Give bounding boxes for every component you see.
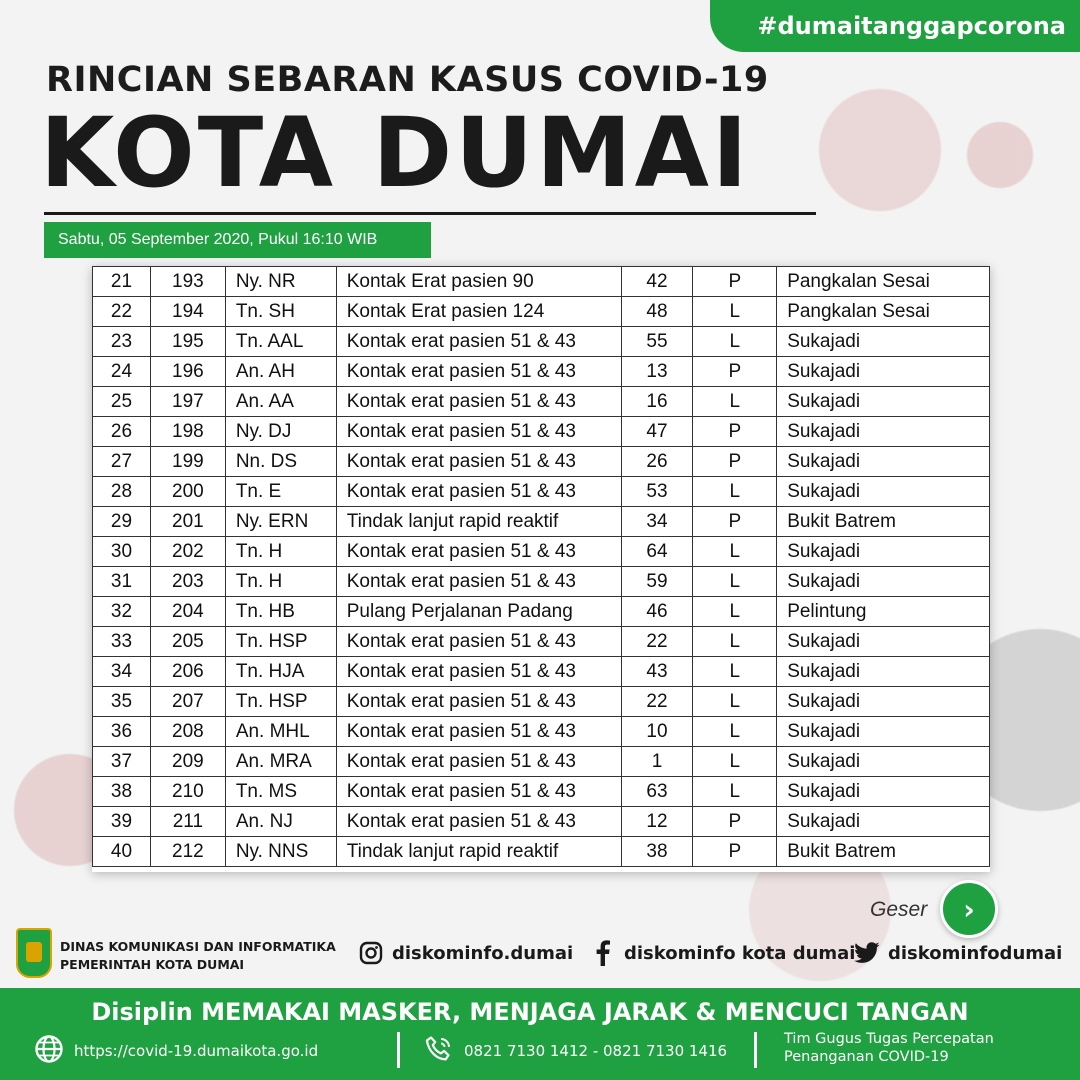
- cell-age: 1: [621, 747, 693, 777]
- cell-patient-id: 208: [150, 717, 225, 747]
- cell-transmission: Kontak erat pasien 51 & 43: [336, 627, 621, 657]
- table-row: [93, 507, 990, 537]
- taskforce-label: [784, 1030, 994, 1066]
- cell-transmission: Kontak erat pasien 51 & 43: [336, 687, 621, 717]
- cell-location: Pangkalan Sesai: [777, 267, 990, 297]
- cell-age: 42: [621, 267, 693, 297]
- table-row: [93, 447, 990, 477]
- cell-location: Sukajadi: [777, 567, 990, 597]
- cell-patient-name: Ny. ERN: [225, 507, 336, 537]
- cell-no: 34: [93, 657, 151, 687]
- cell-no: 21: [93, 267, 151, 297]
- cell-age: 38: [621, 837, 693, 867]
- cell-transmission: Kontak erat pasien 51 & 43: [336, 807, 621, 837]
- cell-age: 48: [621, 297, 693, 327]
- cell-no: 26: [93, 417, 151, 447]
- table-row: [93, 537, 990, 567]
- cell-patient-id: 211: [150, 807, 225, 837]
- cell-transmission: Kontak erat pasien 51 & 43: [336, 537, 621, 567]
- next-button[interactable]: [940, 880, 998, 938]
- cell-patient-id: 210: [150, 777, 225, 807]
- cell-location: Sukajadi: [777, 687, 990, 717]
- cell-gender: L: [693, 297, 777, 327]
- cell-patient-name: Tn. SH: [225, 297, 336, 327]
- cell-patient-id: 204: [150, 597, 225, 627]
- cell-patient-id: 199: [150, 447, 225, 477]
- cell-location: Sukajadi: [777, 717, 990, 747]
- cell-gender: L: [693, 567, 777, 597]
- cell-age: 13: [621, 357, 693, 387]
- cell-gender: P: [693, 837, 777, 867]
- cell-patient-name: Tn. MS: [225, 777, 336, 807]
- cell-gender: P: [693, 417, 777, 447]
- twitter-icon: [854, 940, 880, 966]
- cell-patient-id: 203: [150, 567, 225, 597]
- cell-patient-id: 209: [150, 747, 225, 777]
- kota-dumai-logo: [16, 928, 52, 978]
- cell-no: 32: [93, 597, 151, 627]
- cell-age: 22: [621, 627, 693, 657]
- table-row: [93, 297, 990, 327]
- cell-patient-id: 200: [150, 477, 225, 507]
- cell-gender: L: [693, 327, 777, 357]
- cell-patient-id: 195: [150, 327, 225, 357]
- cell-transmission: Kontak erat pasien 51 & 43: [336, 567, 621, 597]
- table-row: [93, 567, 990, 597]
- table-row: [93, 387, 990, 417]
- cell-transmission: Kontak erat pasien 51 & 43: [336, 357, 621, 387]
- cell-age: 47: [621, 417, 693, 447]
- cell-location: Sukajadi: [777, 387, 990, 417]
- cell-location: Bukit Batrem: [777, 507, 990, 537]
- cell-transmission: Kontak erat pasien 51 & 43: [336, 717, 621, 747]
- cell-location: Bukit Batrem: [777, 837, 990, 867]
- table-row: [93, 657, 990, 687]
- cell-no: 23: [93, 327, 151, 357]
- cell-gender: L: [693, 477, 777, 507]
- twitter-link[interactable]: [854, 940, 1062, 966]
- cell-age: 22: [621, 687, 693, 717]
- cell-location: Sukajadi: [777, 777, 990, 807]
- cell-location: Pelintung: [777, 597, 990, 627]
- cell-no: 29: [93, 507, 151, 537]
- table-row: [93, 717, 990, 747]
- cell-patient-name: Tn. E: [225, 477, 336, 507]
- cell-gender: L: [693, 777, 777, 807]
- title-divider: [44, 212, 816, 215]
- cell-patient-id: 194: [150, 297, 225, 327]
- cell-transmission: Tindak lanjut rapid reaktif: [336, 507, 621, 537]
- cell-no: 30: [93, 537, 151, 567]
- cell-location: Sukajadi: [777, 657, 990, 687]
- cell-gender: L: [693, 627, 777, 657]
- cell-patient-id: 198: [150, 417, 225, 447]
- cell-transmission: Kontak erat pasien 51 & 43: [336, 477, 621, 507]
- cell-transmission: Kontak erat pasien 51 & 43: [336, 447, 621, 477]
- page-title: KOTA DUMAI: [40, 97, 751, 209]
- cell-patient-id: 197: [150, 387, 225, 417]
- cell-patient-name: An. AH: [225, 357, 336, 387]
- cell-patient-name: Ny. DJ: [225, 417, 336, 447]
- cell-no: 39: [93, 807, 151, 837]
- table-row: [93, 417, 990, 447]
- table-row: [93, 837, 990, 867]
- next-label: Geser: [870, 898, 928, 921]
- cell-transmission: Kontak Erat pasien 90: [336, 267, 621, 297]
- cell-no: 35: [93, 687, 151, 717]
- cell-no: 31: [93, 567, 151, 597]
- cell-age: 59: [621, 567, 693, 597]
- cell-patient-name: An. NJ: [225, 807, 336, 837]
- cell-patient-name: Nn. DS: [225, 447, 336, 477]
- cell-no: 36: [93, 717, 151, 747]
- cell-patient-name: Tn. HB: [225, 597, 336, 627]
- cell-patient-id: 201: [150, 507, 225, 537]
- org-name: [60, 938, 336, 974]
- cell-location: Sukajadi: [777, 747, 990, 777]
- cell-location: Sukajadi: [777, 627, 990, 657]
- cell-patient-id: 193: [150, 267, 225, 297]
- cell-transmission: Pulang Perjalanan Padang: [336, 597, 621, 627]
- cell-patient-id: 202: [150, 537, 225, 567]
- cell-age: 63: [621, 777, 693, 807]
- cell-gender: L: [693, 387, 777, 417]
- table-row: [93, 477, 990, 507]
- table-row: [93, 777, 990, 807]
- table-row: [93, 747, 990, 777]
- cell-age: 16: [621, 387, 693, 417]
- date-badge: Sabtu, 05 September 2020, Pukul 16:10 WIB: [44, 222, 431, 258]
- cell-transmission: Tindak lanjut rapid reaktif: [336, 837, 621, 867]
- twitter-handle: diskominfodumai: [888, 942, 1063, 964]
- cell-no: 24: [93, 357, 151, 387]
- cell-no: 22: [93, 297, 151, 327]
- page-subtitle: RINCIAN SEBARAN KASUS COVID-19: [46, 60, 769, 100]
- cell-gender: L: [693, 747, 777, 777]
- cell-gender: P: [693, 507, 777, 537]
- phone-icon: [424, 1034, 454, 1068]
- cell-no: 33: [93, 627, 151, 657]
- cell-no: 37: [93, 747, 151, 777]
- hashtag-banner[interactable]: #dumaitanggapcorona: [710, 0, 1080, 52]
- cell-transmission: Kontak erat pasien 51 & 43: [336, 747, 621, 777]
- cell-no: 28: [93, 477, 151, 507]
- cell-gender: P: [693, 807, 777, 837]
- taskforce-line-2: Penanganan COVID-19: [784, 1049, 949, 1065]
- cell-gender: P: [693, 357, 777, 387]
- cell-location: Pangkalan Sesai: [777, 297, 990, 327]
- cell-no: 25: [93, 387, 151, 417]
- cell-no: 27: [93, 447, 151, 477]
- cell-patient-id: 196: [150, 357, 225, 387]
- facebook-link[interactable]: [590, 940, 855, 966]
- cell-age: 55: [621, 327, 693, 357]
- cell-no: 38: [93, 777, 151, 807]
- cell-patient-name: Tn. HSP: [225, 687, 336, 717]
- cell-location: Sukajadi: [777, 357, 990, 387]
- case-table: [92, 266, 990, 867]
- org-line-1: DINAS KOMUNIKASI DAN INFORMATIKA: [60, 939, 336, 954]
- cell-location: Sukajadi: [777, 447, 990, 477]
- cell-age: 53: [621, 477, 693, 507]
- cell-age: 64: [621, 537, 693, 567]
- cell-location: Sukajadi: [777, 417, 990, 447]
- website-link[interactable]: [34, 1034, 318, 1068]
- cell-location: Sukajadi: [777, 537, 990, 567]
- table-row: [93, 687, 990, 717]
- website-url: https://covid-19.dumaikota.go.id: [74, 1042, 319, 1060]
- instagram-handle: diskominfo.dumai: [392, 942, 574, 964]
- cell-gender: L: [693, 717, 777, 747]
- cell-patient-id: 206: [150, 657, 225, 687]
- phone-numbers: 0821 7130 1412 - 0821 7130 1416: [464, 1042, 728, 1060]
- case-table-body: [93, 267, 990, 867]
- cell-patient-name: Tn. HJA: [225, 657, 336, 687]
- chevron-right-icon: ›: [963, 892, 975, 926]
- cell-patient-name: Ny. NNS: [225, 837, 336, 867]
- cell-patient-name: Tn. H: [225, 567, 336, 597]
- cell-gender: L: [693, 537, 777, 567]
- cell-patient-name: Tn. AAL: [225, 327, 336, 357]
- cell-transmission: Kontak erat pasien 51 & 43: [336, 777, 621, 807]
- instagram-link[interactable]: [358, 940, 573, 966]
- cell-location: Sukajadi: [777, 807, 990, 837]
- cell-age: 26: [621, 447, 693, 477]
- cell-transmission: Kontak erat pasien 51 & 43: [336, 387, 621, 417]
- footer-slogan: Disiplin MEMAKAI MASKER, MENJAGA JARAK & MENCUCI TANGAN: [91, 998, 969, 1026]
- table-row: [93, 267, 990, 297]
- cell-age: 10: [621, 717, 693, 747]
- cell-location: Sukajadi: [777, 327, 990, 357]
- footer-divider: [754, 1032, 757, 1068]
- table-row: [93, 597, 990, 627]
- cell-age: 12: [621, 807, 693, 837]
- cell-age: 34: [621, 507, 693, 537]
- facebook-handle: diskominfo kota dumai: [624, 942, 856, 964]
- cell-transmission: Kontak erat pasien 51 & 43: [336, 327, 621, 357]
- cell-patient-id: 212: [150, 837, 225, 867]
- cell-gender: L: [693, 597, 777, 627]
- cell-patient-name: Tn. H: [225, 537, 336, 567]
- instagram-icon: [358, 940, 384, 966]
- cell-patient-name: Ny. NR: [225, 267, 336, 297]
- cell-patient-name: An. MRA: [225, 747, 336, 777]
- cell-gender: L: [693, 687, 777, 717]
- cell-transmission: Kontak Erat pasien 124: [336, 297, 621, 327]
- facebook-icon: [590, 940, 616, 966]
- cell-patient-id: 207: [150, 687, 225, 717]
- cell-transmission: Kontak erat pasien 51 & 43: [336, 417, 621, 447]
- cell-patient-name: An. MHL: [225, 717, 336, 747]
- cell-location: Sukajadi: [777, 477, 990, 507]
- org-line-2: PEMERINTAH KOTA DUMAI: [60, 957, 245, 972]
- footer-bar: [0, 988, 1080, 1080]
- cell-gender: L: [693, 657, 777, 687]
- cell-gender: P: [693, 267, 777, 297]
- cell-no: 40: [93, 837, 151, 867]
- case-table-card: [92, 266, 990, 872]
- cell-transmission: Kontak erat pasien 51 & 43: [336, 657, 621, 687]
- footer-divider: [397, 1032, 400, 1068]
- cell-gender: P: [693, 447, 777, 477]
- cell-patient-name: Tn. HSP: [225, 627, 336, 657]
- cell-patient-id: 205: [150, 627, 225, 657]
- table-row: [93, 807, 990, 837]
- phone-contact[interactable]: [424, 1034, 727, 1068]
- cell-age: 43: [621, 657, 693, 687]
- globe-icon: [34, 1034, 64, 1068]
- cell-age: 46: [621, 597, 693, 627]
- table-row: [93, 627, 990, 657]
- table-row: [93, 327, 990, 357]
- taskforce-line-1: Tim Gugus Tugas Percepatan: [784, 1031, 994, 1047]
- cell-patient-name: An. AA: [225, 387, 336, 417]
- table-row: [93, 357, 990, 387]
